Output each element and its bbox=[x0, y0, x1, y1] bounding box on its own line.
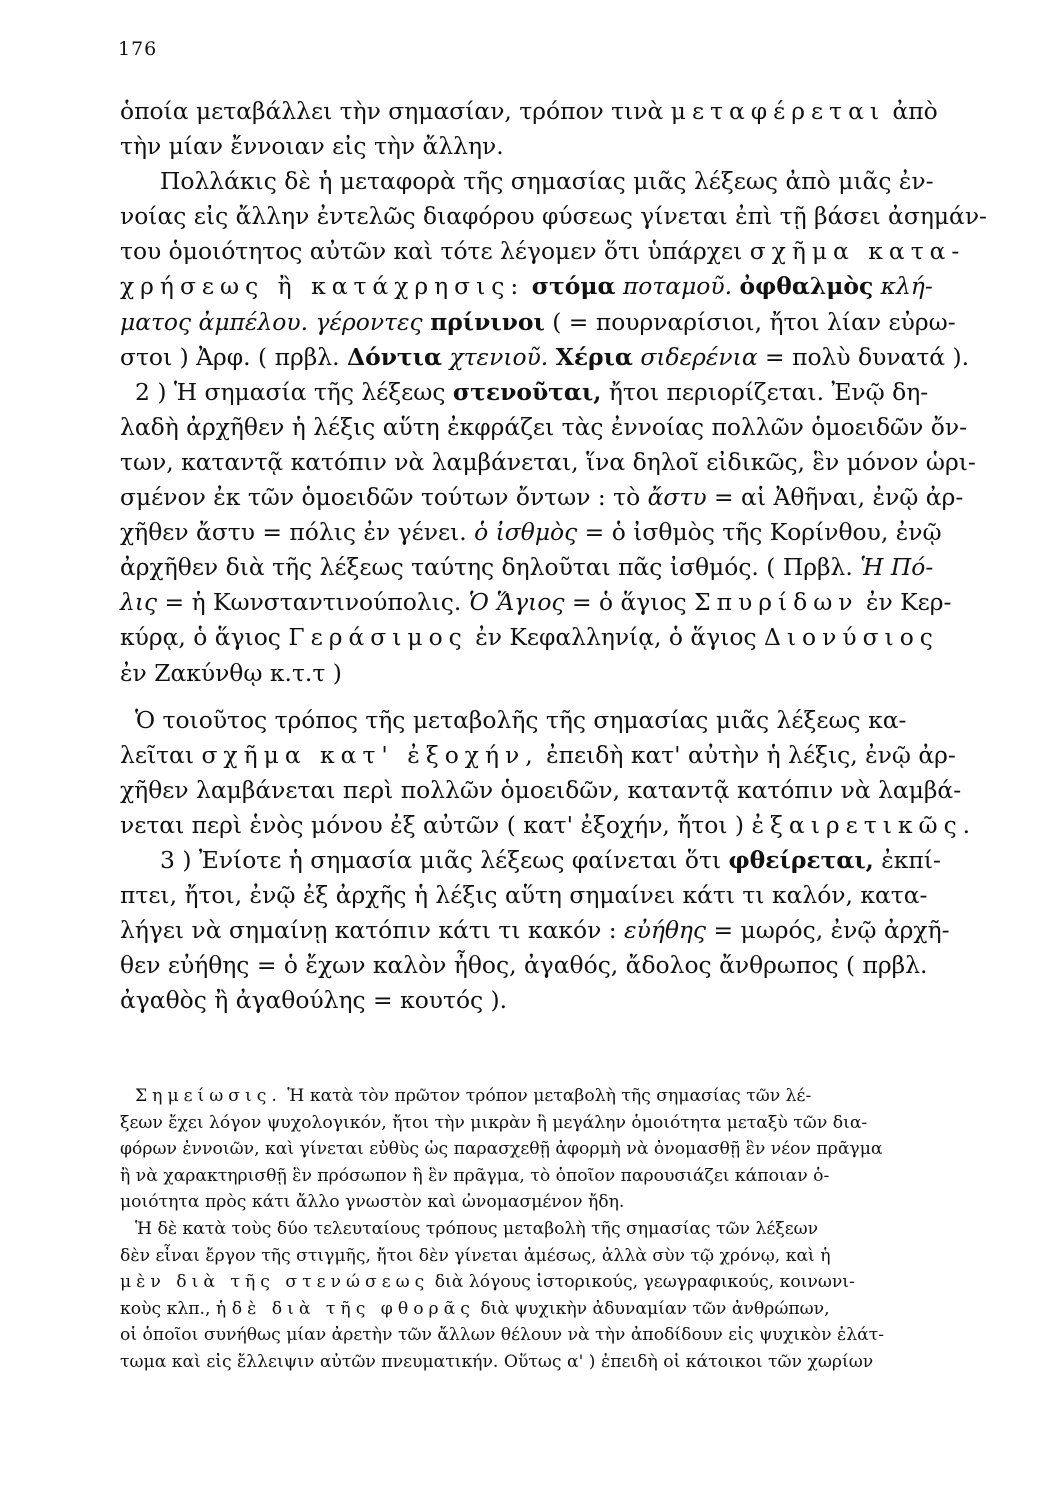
text-run: ἢ νὰ χαρακτηρισθῇ ἓν πρόσωπον ἢ ἓν πρᾶγμα, τὸ ὁποῖον παρουσιάζει κάποιαν ὁ- bbox=[120, 1165, 830, 1186]
text-run: λήγει νὰ σημαίνῃ κατόπιν κάτι τι κακόν : bbox=[120, 916, 625, 945]
footnote-line bbox=[120, 1296, 955, 1323]
text-line bbox=[120, 620, 955, 655]
text-run: ( = πουρναρίσιοι, ἤτοι λίαν εὐρω- bbox=[544, 307, 956, 336]
text-run: μοιότητα πρὸς κάτι ἄλλο γνωστὸν καὶ ὠνομασμένον ἤδη. bbox=[120, 1192, 625, 1213]
text-run: ἀγαθὸς ἢ ἀγαθούλης = κουτός ). bbox=[120, 986, 508, 1015]
main-text-body bbox=[120, 94, 987, 1018]
text-run: μὲν διὰ τῆς στενώσεως bbox=[120, 1272, 430, 1293]
text-line bbox=[120, 375, 955, 410]
text-run: στενοῦται, bbox=[452, 377, 602, 406]
text-run: ἐν Κερ- bbox=[858, 588, 952, 617]
text-run: ἐν Ζακύνθῳ κ.τ.τ ) bbox=[120, 658, 342, 687]
text-run: Σημείωσις. bbox=[135, 1086, 282, 1106]
text-run: = ὁ ἅγιος bbox=[564, 588, 695, 617]
text-line bbox=[120, 269, 955, 304]
text-run: ἐπειδὴ κατ' αὐτὴν ἡ λέξις, ἐνῷ ἀρ- bbox=[538, 740, 956, 769]
text-run: πρίνινοι bbox=[430, 307, 545, 336]
text-run: ποταμοῦ. bbox=[622, 272, 733, 301]
text-run: = ὁ ἰσθμὸς τῆς Κορίνθου, ἐνῷ bbox=[577, 518, 942, 547]
text-run: ξεων ἔχει λόγον ψυχολογικόν, ἤτοι τὴν μικρὰν ἢ μεγάλην ὁμοιότητα μεταξὺ τῶν δια- bbox=[120, 1112, 868, 1133]
text-line bbox=[120, 738, 955, 773]
text-run: στοι ) Ἀρφ. ( πρβλ. bbox=[120, 342, 347, 371]
text-run: νεται περὶ ἑνὸς μόνου ἐξ αὐτῶν ( κατ' ἐξοχήν, ἤτοι ) bbox=[120, 810, 752, 839]
text-run: ὁ ἰσθμὸς bbox=[474, 518, 578, 547]
text-run: Πολλάκις δὲ ἡ μεταφορὰ τῆς σημασίας μιᾶς λέξεως ἀπὸ μιᾶς ἐν- bbox=[160, 167, 934, 196]
text-run bbox=[548, 343, 555, 371]
text-line bbox=[120, 773, 962, 808]
text-run: οἱ ὁποῖοι συνήθως μίαν ἀρετὴν τῶν ἄλλων θέλουν νὰ τὴν ἀποδίδουν εἰς ψυχικὸν ἐλάτ- bbox=[120, 1325, 885, 1346]
text-run: χρήσεως ἢ κατάχρησις: bbox=[120, 272, 525, 301]
text-line bbox=[120, 585, 955, 620]
footnote-line bbox=[120, 1189, 955, 1216]
text-run: σχῆμα κατα- bbox=[749, 237, 966, 266]
text-run bbox=[423, 308, 430, 336]
footnote-line bbox=[120, 1110, 955, 1137]
text-run bbox=[524, 272, 531, 300]
footnote-line bbox=[120, 1083, 955, 1110]
text-line bbox=[120, 129, 955, 164]
text-line bbox=[120, 94, 955, 129]
text-line bbox=[120, 340, 970, 375]
text-run bbox=[615, 272, 622, 300]
text-line bbox=[120, 480, 964, 515]
text-run: Ἡ δὲ κατὰ τοὺς δύο τελευταίους τρόπους μεταβολὴ τῆς σημασίας τῶν λέξεων bbox=[135, 1218, 819, 1239]
text-line bbox=[120, 164, 955, 199]
text-run: Χέρια bbox=[555, 342, 633, 371]
text-line bbox=[120, 913, 955, 948]
paragraph-gap bbox=[120, 691, 955, 703]
text-line bbox=[120, 410, 967, 445]
text-line bbox=[120, 234, 966, 269]
text-run: του ὁμοιότητος αὐτῶν καὶ τότε λέγομεν ὅτι ὑπάρχει bbox=[120, 237, 750, 266]
text-line bbox=[120, 445, 976, 480]
text-run: κύρᾳ, ὁ ἅγιος bbox=[120, 623, 289, 652]
text-line bbox=[120, 983, 955, 1018]
text-line bbox=[120, 948, 955, 983]
text-run: τωμα καὶ εἰς ἔλλειψιν αὐτῶν πνευματικήν. Οὕτως α' ) ἐπειδὴ οἱ κάτοικοι τῶν χωρίων bbox=[120, 1351, 874, 1372]
text-run: φόρων ἐννοιῶν, καὶ γίνεται εὐθὺς ὡς παρασχεθῇ ἀφορμὴ νὰ ὀνομασθῇ ἓν νέον πρᾶγμα bbox=[120, 1139, 883, 1160]
text-line bbox=[120, 199, 987, 234]
text-run: κλή- bbox=[880, 272, 933, 301]
text-run: = ἡ Κωνσταντινούπολις. bbox=[157, 588, 469, 617]
text-run: θεν εὐήθης = ὁ ἔχων καλὸν ἦθος, ἀγαθός, ἄδολος ἄνθρωπος ( πρβλ. bbox=[120, 951, 928, 980]
text-run: πτει, ἤτοι, ἐνῷ ἐξ ἀρχῆς ἡ λέξις αὕτη σημαίνει κάτι τι καλόν, κατα- bbox=[120, 881, 928, 910]
text-run: ἐκπί- bbox=[873, 845, 941, 874]
text-run: λις bbox=[120, 588, 158, 617]
text-run: χῆθεν ἄστυ = πόλις ἐν γένει. bbox=[120, 518, 475, 547]
text-run: σιδερένια bbox=[640, 342, 758, 371]
footnote-line bbox=[120, 1349, 955, 1376]
text-run: σχῆμα κατ' ἐξοχήν, bbox=[201, 740, 539, 769]
text-run: τὴν μίαν ἔννοιαν εἰς τὴν ἄλλην. bbox=[120, 132, 504, 161]
text-run: χῆθεν λαμβάνεται περὶ πολλῶν ὁμοειδῶν, καταντᾷ κατόπιν νὰ λαμβά- bbox=[120, 775, 962, 804]
text-run: Ὁ Ἅγιος bbox=[468, 588, 565, 617]
page-number: 176 bbox=[118, 38, 158, 60]
text-line bbox=[120, 656, 955, 691]
text-run: νοίας εἰς ἄλλην ἐντελῶς διαφόρου φύσεως γίνεται ἐπὶ τῇ βάσει ἀσημάν- bbox=[120, 202, 987, 231]
footnote-line bbox=[120, 1243, 955, 1270]
text-run: ἄστυ bbox=[647, 483, 707, 512]
footnote-line bbox=[120, 1163, 955, 1190]
footnote-line bbox=[120, 1322, 955, 1349]
text-line bbox=[120, 878, 955, 913]
text-run: Ὁ τοιοῦτος τρόπος τῆς μεταβολῆς τῆς σημασίας μιᾶς λέξεως κα- bbox=[135, 705, 907, 734]
text-run: Διονύσιος bbox=[763, 623, 939, 652]
text-run: = μωρός, ἐνῷ ἀρχῆ- bbox=[706, 916, 950, 945]
text-line bbox=[120, 843, 955, 878]
footnote-line bbox=[120, 1136, 955, 1163]
footnote-section bbox=[120, 1083, 955, 1376]
text-run: εὐήθης bbox=[624, 916, 707, 945]
text-run: μεταφέρεται bbox=[670, 97, 886, 125]
text-run: δὲν εἶναι ἔργον τῆς στιγμῆς, ἤτοι δὲν γίνεται ἀμέσως, ἀλλὰ σὺν τῷ χρόνῳ, καὶ ἡ bbox=[120, 1245, 831, 1266]
text-run: κοὺς κλπ., ἡ bbox=[120, 1298, 232, 1319]
text-run: Γεράσιμος bbox=[288, 623, 468, 652]
text-line bbox=[120, 550, 955, 585]
text-run: Ἡ Πό- bbox=[860, 553, 934, 582]
text-run: ματος ἀμπέλου. γέροντες bbox=[120, 307, 423, 336]
text-run: Σπυρίδων bbox=[694, 588, 859, 617]
text-run: ὀφθαλμὸς bbox=[739, 272, 874, 301]
text-run: διὰ λόγους ἱστορικούς, γεωγραφικούς, κοινωνι- bbox=[429, 1272, 855, 1293]
text-run bbox=[873, 272, 880, 300]
text-run: 2 ) Ἡ σημασία τῆς λέξεως bbox=[135, 377, 453, 406]
text-run: ἐξαιρετικῶς. bbox=[751, 810, 977, 839]
text-run: ἐν Κεφαλληνίᾳ, ὁ ἅγιος bbox=[467, 623, 764, 652]
text-run: στόμα bbox=[531, 272, 616, 301]
text-run: διὰ ψυχικὴν ἀδυναμίαν τῶν ἀνθρώπων, bbox=[474, 1298, 830, 1319]
text-run: λαδὴ ἀρχῆθεν ἡ λέξις αὕτη ἐκφράζει τὰς ἐννοίας πολλῶν ὁμοειδῶν ὄν- bbox=[120, 412, 967, 441]
text-run: φθείρεται, bbox=[728, 845, 874, 874]
text-run: Δόντια bbox=[346, 342, 442, 371]
text-line bbox=[120, 703, 955, 738]
text-run: ἤτοι περιορίζεται. Ἐνῷ δη- bbox=[601, 377, 929, 406]
text-run: ὁποία μεταβάλλει τὴν σημασίαν, τρόπον τινὰ bbox=[120, 97, 671, 125]
text-line bbox=[120, 305, 955, 340]
text-run: = πολὺ δυνατά ). bbox=[757, 342, 970, 371]
text-line bbox=[120, 808, 977, 843]
text-run: σμένον ἐκ τῶν ὁμοειδῶν τούτων ὄντων : τὸ bbox=[120, 483, 648, 512]
text-line bbox=[120, 515, 955, 550]
text-run: Ἡ κατὰ τὸν πρῶτον τρόπον μεταβολὴ τῆς σημασίας τῶν λέ- bbox=[281, 1086, 812, 1106]
text-run: των, καταντᾷ κατόπιν νὰ λαμβάνεται, ἵνα δηλοῖ εἰδικῶς, ἓν μόνον ὡρι- bbox=[120, 447, 976, 476]
text-run: = αἱ Ἀθῆναι, ἐνῷ ἀρ- bbox=[706, 483, 964, 512]
text-run: 3 ) Ἐνίοτε ἡ σημασία μιᾶς λέξεως φαίνεται ὅτι bbox=[160, 845, 729, 874]
footnote-line bbox=[120, 1216, 955, 1243]
text-run: ἀπὸ bbox=[885, 97, 938, 125]
text-run: λεῖται bbox=[120, 740, 202, 769]
text-run: δὲ διὰ τῆς φθορᾶς bbox=[231, 1298, 475, 1319]
text-run: ἀρχῆθεν διὰ τῆς λέξεως ταύτης δηλοῦται πᾶς ἰσθμός. ( Πρβλ. bbox=[120, 553, 861, 582]
footnote-line bbox=[120, 1269, 955, 1296]
text-run: χτενιοῦ. bbox=[449, 342, 549, 371]
